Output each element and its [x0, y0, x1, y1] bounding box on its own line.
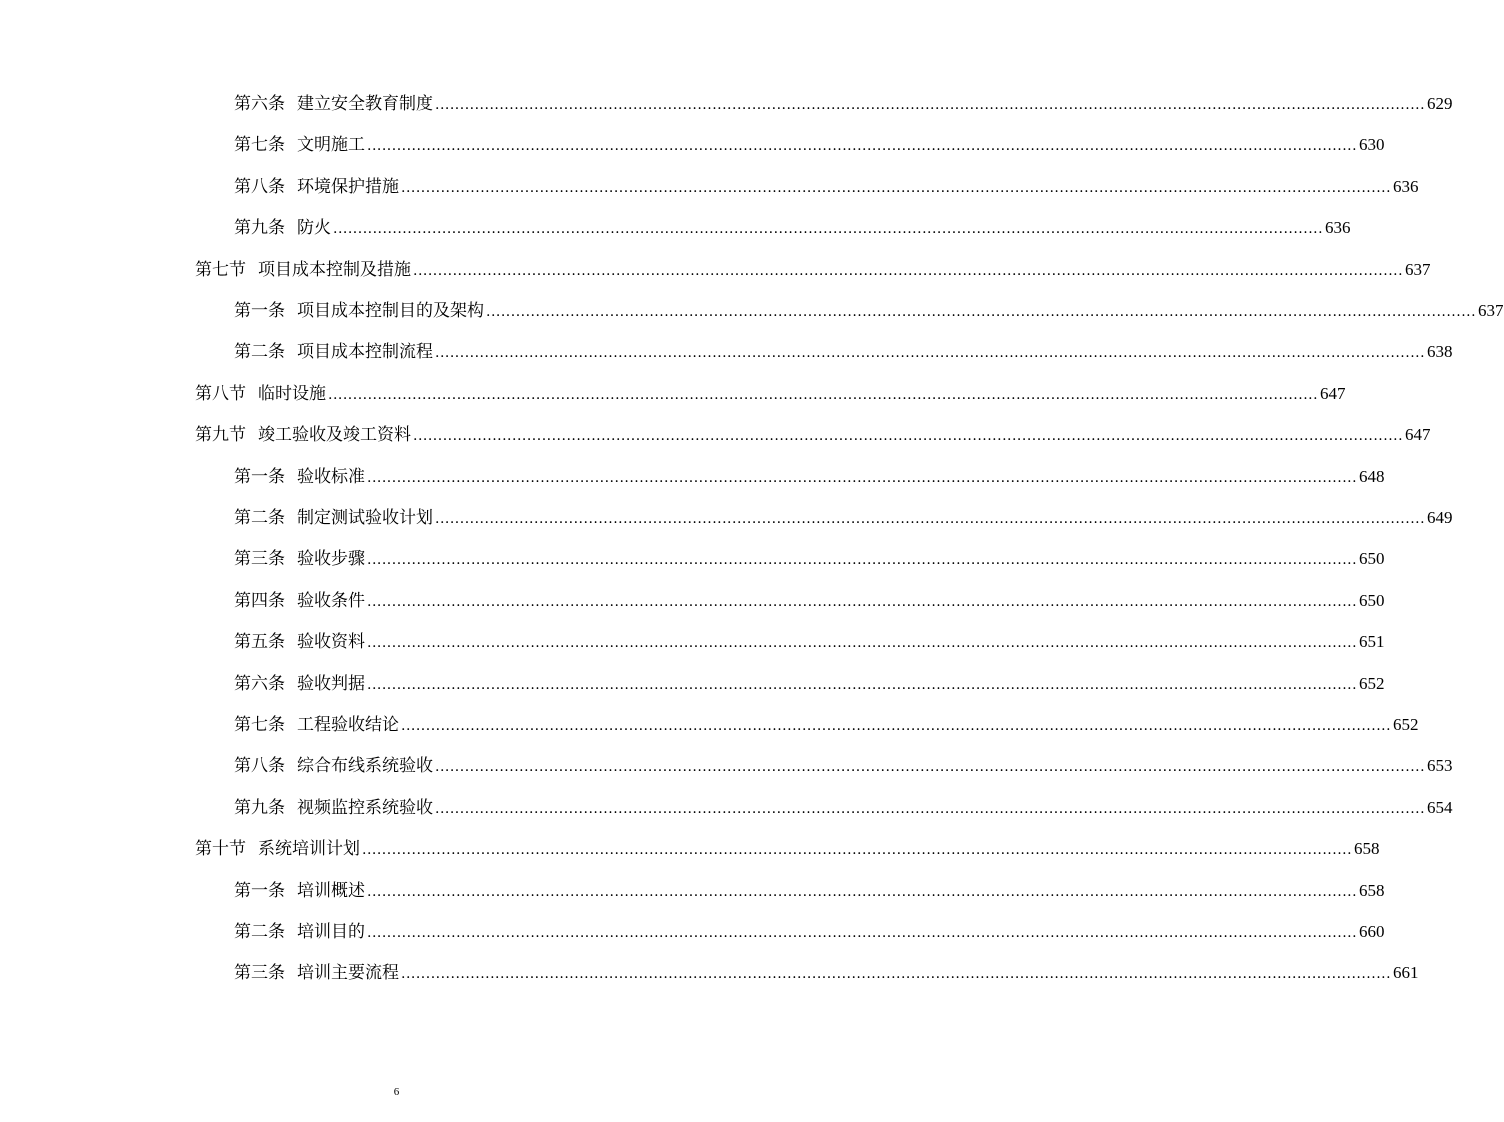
toc-leader-dots: ........................................................................................................................................................................................................	[367, 593, 1358, 610]
toc-entry-label: 第二条	[234, 922, 285, 942]
toc-entry-page: 636	[1325, 218, 1351, 238]
toc-entry[interactable]	[234, 752, 1453, 780]
toc-entry-title: 验收资料	[297, 632, 365, 653]
toc-leader-dots: ........................................................................................................................................................................................................	[362, 842, 1353, 859]
toc-entry[interactable]	[195, 835, 1380, 863]
toc-leader-dots: ........................................................................................................................................................................................................	[367, 469, 1358, 486]
toc-entry[interactable]	[234, 670, 1385, 698]
toc-entry-label: 第八条	[234, 756, 285, 777]
toc-entry-title: 项目成本控制目的及架构	[297, 301, 484, 321]
toc-entry[interactable]	[234, 173, 1419, 201]
toc-leader-dots: ........................................................................................................................................................................................................	[486, 304, 1477, 320]
toc-entry-title: 综合布线系统验收	[297, 756, 433, 777]
toc-entry-page: 660	[1359, 922, 1385, 941]
toc-entry-title: 项目成本控制及措施	[258, 259, 411, 280]
toc-entry-page: 647	[1320, 383, 1346, 403]
toc-entry-page: 630	[1359, 135, 1385, 155]
toc-entry-label: 第三条	[234, 963, 285, 984]
toc-leader-dots: ........................................................................................................................................................................................................	[435, 800, 1426, 817]
toc-entry-page: 658	[1354, 839, 1380, 859]
toc-leader-dots: ........................................................................................................................................................................................................	[367, 138, 1358, 155]
toc-entry-page: 650	[1359, 590, 1385, 610]
toc-entry-page: 661	[1393, 963, 1419, 983]
toc-entry-title: 工程验收结论	[297, 715, 399, 735]
toc-entry[interactable]	[234, 504, 1453, 532]
toc-entry-page: 651	[1359, 632, 1385, 652]
toc-entry[interactable]	[234, 90, 1453, 118]
toc-entry-title: 验收步骤	[297, 549, 365, 570]
toc-entry[interactable]	[234, 587, 1385, 615]
page-number: 6	[393, 1086, 400, 1098]
toc-entry-page: 629	[1427, 94, 1453, 113]
toc-entry-title: 项目成本控制流程	[297, 342, 433, 363]
toc-entry[interactable]	[234, 918, 1385, 946]
toc-entry-label: 第六条	[234, 673, 285, 694]
toc-entry-label: 第九条	[234, 797, 285, 818]
toc-entry-title: 文明施工	[297, 135, 365, 156]
toc-entry[interactable]	[234, 959, 1419, 987]
toc-entry-page: 647	[1405, 425, 1431, 445]
toc-entry[interactable]	[234, 794, 1453, 822]
toc-leader-dots: ........................................................................................................................................................................................................	[413, 428, 1404, 445]
toc-entry[interactable]	[195, 380, 1346, 408]
toc-leader-dots: ........................................................................................................................................................................................................	[435, 97, 1426, 113]
toc-leader-dots: ........................................................................................................................................................................................................	[367, 635, 1358, 652]
toc-entry-label: 第九节	[195, 425, 246, 446]
toc-entry[interactable]	[234, 545, 1385, 573]
toc-entry-label: 第一条	[234, 466, 285, 487]
toc-entry-label: 第五条	[234, 632, 285, 653]
toc-entry-title: 竣工验收及竣工资料	[258, 425, 411, 446]
toc-entry-page: 652	[1393, 715, 1419, 734]
toc-entry[interactable]	[234, 214, 1351, 242]
toc-entry-label: 第四条	[234, 590, 285, 611]
toc-entry-page: 654	[1427, 797, 1453, 817]
toc-entry-page: 649	[1427, 508, 1453, 527]
toc-entry-page: 648	[1359, 466, 1385, 486]
toc-entry[interactable]	[234, 877, 1385, 905]
toc-entry-label: 第三条	[234, 549, 285, 570]
toc-entry[interactable]	[234, 463, 1385, 491]
toc-entry-title: 临时设施	[258, 383, 326, 404]
toc-entry-title: 建立安全教育制度	[297, 94, 433, 114]
toc-entry[interactable]	[234, 297, 1504, 325]
toc-entry-label: 第八条	[234, 176, 285, 197]
toc-entry-title: 验收标准	[297, 466, 365, 487]
toc-leader-dots: ........................................................................................................................................................................................................	[435, 511, 1426, 527]
toc-leader-dots: ........................................................................................................................................................................................................	[367, 925, 1358, 941]
toc-leader-dots: ........................................................................................................................................................................................................	[435, 345, 1426, 362]
toc-leader-dots: ........................................................................................................................................................................................................	[328, 386, 1319, 403]
toc-leader-dots: ........................................................................................................................................................................................................	[333, 221, 1324, 238]
toc-entry-label: 第八节	[195, 383, 246, 404]
toc-entry-title: 制定测试验收计划	[297, 508, 433, 528]
toc-leader-dots: ........................................................................................................................................................................................................	[367, 883, 1358, 900]
toc-leader-dots: ........................................................................................................................................................................................................	[401, 179, 1392, 196]
toc-entry-title: 培训主要流程	[297, 963, 399, 984]
toc-entry[interactable]	[234, 338, 1453, 366]
toc-entry-page: 658	[1359, 880, 1385, 900]
toc-entry-page: 638	[1427, 342, 1453, 362]
toc-leader-dots: ........................................................................................................................................................................................................	[367, 676, 1358, 693]
toc-entry-label: 第二条	[234, 342, 285, 363]
toc-entry-page: 637	[1405, 259, 1431, 279]
toc-leader-dots: ........................................................................................................................................................................................................	[413, 262, 1404, 279]
toc-entry[interactable]	[234, 131, 1385, 159]
toc-entry-title: 验收条件	[297, 590, 365, 611]
toc-entry-title: 系统培训计划	[258, 839, 360, 860]
toc-entry-label: 第七条	[234, 135, 285, 156]
toc-entry-label: 第七条	[234, 715, 285, 735]
toc-leader-dots: ........................................................................................................................................................................................................	[401, 966, 1392, 983]
toc-entry-page: 650	[1359, 549, 1385, 569]
toc-entry-title: 视频监控系统验收	[297, 797, 433, 818]
toc-entry-page: 653	[1427, 756, 1453, 776]
toc-entry-page: 652	[1359, 673, 1385, 693]
toc-entry-label: 第七节	[195, 259, 246, 280]
toc-entry-label: 第六条	[234, 94, 285, 114]
toc-leader-dots: ........................................................................................................................................................................................................	[435, 759, 1426, 776]
toc-entry-title: 培训目的	[297, 922, 365, 942]
toc-entry[interactable]	[195, 256, 1431, 284]
toc-entry-label: 第十节	[195, 839, 246, 860]
toc-entry-title: 验收判据	[297, 673, 365, 694]
toc-leader-dots: ........................................................................................................................................................................................................	[367, 552, 1358, 569]
toc-entry-label: 第一条	[234, 880, 285, 901]
toc-entry[interactable]	[234, 711, 1419, 739]
toc-entry-page: 637	[1478, 301, 1504, 320]
toc-entry-page: 636	[1393, 176, 1419, 196]
toc-leader-dots: ........................................................................................................................................................................................................	[401, 718, 1392, 734]
toc-entry-label: 第九条	[234, 218, 285, 239]
toc-entry-label: 第二条	[234, 508, 285, 528]
toc-entry[interactable]	[234, 628, 1385, 656]
toc-entry-label: 第一条	[234, 301, 285, 321]
toc-entry[interactable]	[195, 421, 1431, 449]
toc-entry-title: 防火	[297, 218, 331, 239]
toc-entry-title: 培训概述	[297, 880, 365, 901]
toc-entry-title: 环境保护措施	[297, 176, 399, 197]
